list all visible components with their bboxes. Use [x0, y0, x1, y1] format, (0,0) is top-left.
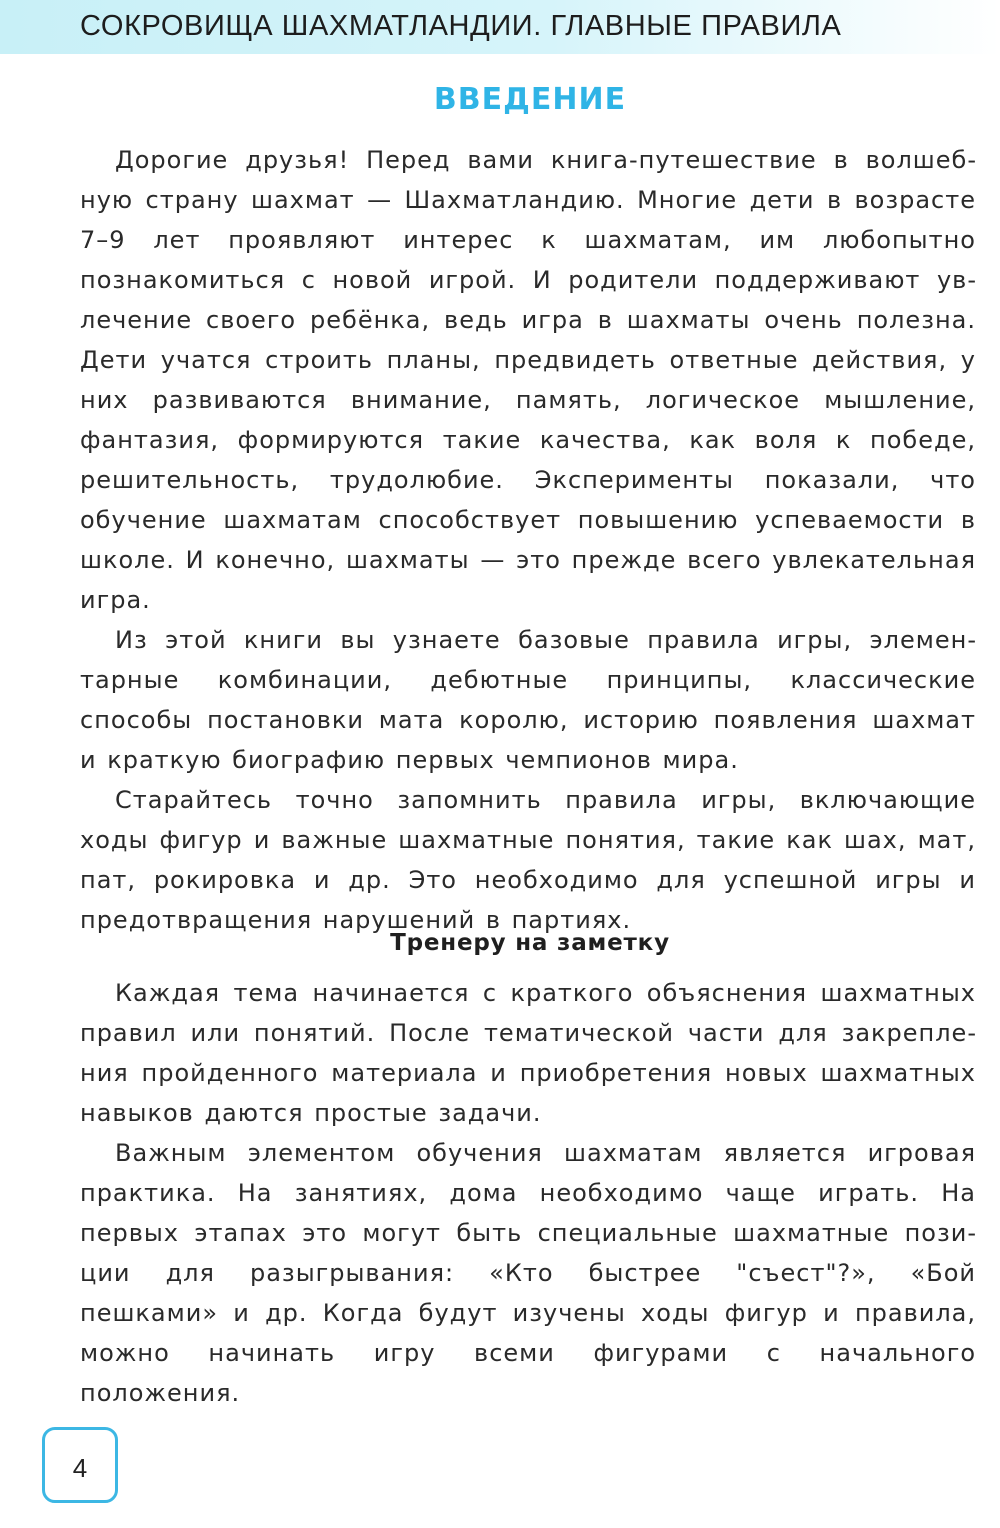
page-number: 4	[72, 1453, 88, 1483]
coach-note-heading: Тренеру на заметку	[390, 930, 670, 956]
section-title: ВВЕДЕНИЕ	[433, 82, 627, 117]
coach-note-paragraph: Каждая тема начинается с краткого объяснения шахматных правил или понятий. После тематической части для закрепления пройденного материала и приобретения новых шахматных навыков даются простые задачи.	[80, 979, 976, 1127]
coach-note-paragraph: Важным элементом обучения шахматам является игровая практика. На занятиях, дома необходимо чаще играть. На первых этапах это могут быть специальные шахматные позиции для разыгрывания: «Кто быстрее "съест"?», «Бой пешками» и др. Когда будут изучены ходы фигур и правила, можно начинать игру всеми фигурами с начального положения.	[80, 1139, 976, 1407]
intro-paragraph: Из этой книги вы узнаете базовые правила игры, элементарные комбинации, дебютные принципы, классические способы постановки мата королю, историю появления шахмат и краткую биографию первых чемпионов мира.	[80, 626, 976, 774]
intro-text-block	[80, 140, 976, 940]
page-number-box	[42, 1427, 118, 1503]
coach-note-text-block	[80, 973, 976, 1413]
intro-paragraph: Старайтесь точно запомнить правила игры, включающие ходы фигур и важные шахматные понятия, такие как шах, мат, пат, рокировка и др. Это необходимо для успешной игры и предотвращения нарушений в партиях.	[80, 786, 976, 934]
intro-paragraph: Дорогие друзья! Перед вами книга-путешествие в волшебную страну шахмат — Шахматландию. Многие дети в возрасте 7–9 лет проявляют интерес к шахматам, им любопытно познакомиться с новой игрой. И родители поддерживают увлечение своего ребёнка, ведь игра в шахматы очень полезна. Дети учатся строить планы, предвидеть ответные действия, у них развиваются внимание, память, логическое мышление, фантазия, формируются такие качества, как воля к победе, решительность, трудолюбие. Эксперименты показали, что обучение шахматам способствует повышению успеваемости в школе. И конечно, шахматы — это прежде всего увлекательная игра.	[80, 146, 976, 614]
running-title: СОКРОВИЩА ШАХМАТЛАНДИИ. ГЛАВНЫЕ ПРАВИЛА	[80, 10, 842, 42]
